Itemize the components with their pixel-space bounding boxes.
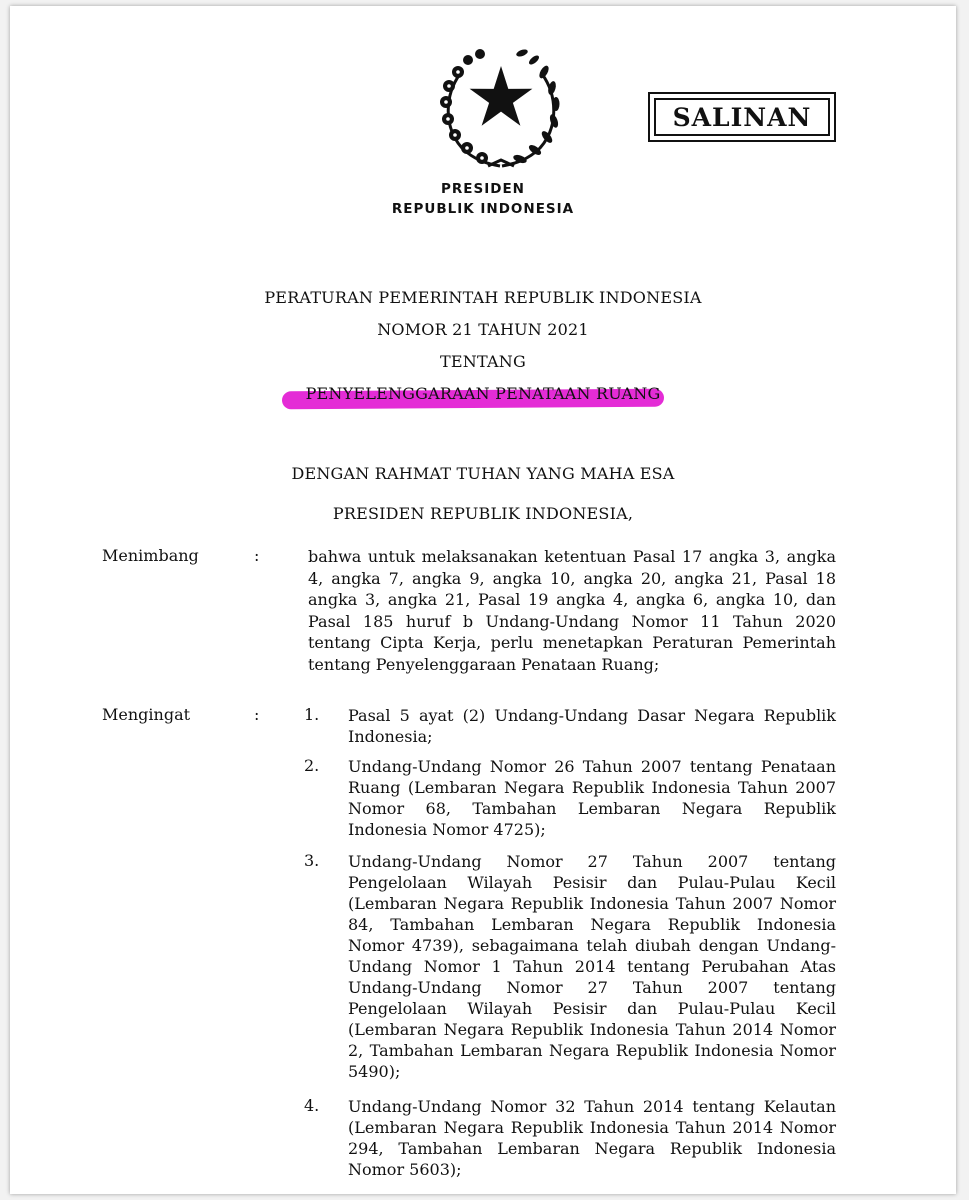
list-item-number: 3.: [304, 851, 320, 870]
list-item-text: Undang-Undang Nomor 26 Tahun 2007 tentang Penataan Ruang (Lembaran Negara Republik Indonesia Tahun 2007 Nomor 68, Tambahan Lembaran Negara Republik Indonesia Nomor 4725);: [348, 757, 836, 839]
document-page: [10, 6, 956, 1194]
regulation-subject: PENYELENGGARAAN PENATAAN RUANG: [305, 384, 661, 403]
regulation-title: PERATURAN PEMERINTAH REPUBLIK INDONESIA: [264, 288, 702, 307]
preamble-line: DENGAN RAHMAT TUHAN YANG MAHA ESA: [291, 464, 675, 483]
list-item-text: Pasal 5 ayat (2) Undang-Undang Dasar Negara Republik Indonesia;: [348, 706, 836, 746]
menimbang-text: bahwa untuk melaksanakan ketentuan Pasal 17 angka 3, angka 4, angka 7, angka 9, angka 10, angka 20, angka 21, Pasal 18 angka 3, angka 21, Pasal 19 angka 4, angka 6, angka 10, dan Pasal 185 huruf b Undang-Undang Nomor 11 Tahun 2020 tentang Cipta Kerja, perlu menetapkan Peraturan Pemerintah tentang Penyelenggaraan Penataan Ruang;: [308, 547, 836, 674]
republic-label: REPUBLIK INDONESIA: [391, 201, 575, 217]
garuda-star-wreath-emblem-icon: [438, 44, 564, 172]
president-declaration: PRESIDEN REPUBLIK INDONESIA,: [332, 504, 634, 523]
list-item-text: Undang-Undang Nomor 32 Tahun 2014 tentang Kelautan (Lembaran Negara Republik Indonesia Tahun 2014 Nomor 294, Tambahan Lembaran Negara Republik Indonesia Nomor 5603);: [348, 1097, 836, 1179]
mengingat-label: Mengingat: [102, 705, 191, 724]
menimbang-label: Menimbang: [102, 546, 199, 565]
list-item-number: 4.: [304, 1096, 320, 1115]
regulation-number: NOMOR 21 TAHUN 2021: [377, 320, 589, 339]
regulation-tentang: TENTANG: [440, 352, 526, 371]
list-item-text: Undang-Undang Nomor 27 Tahun 2007 tentang Pengelolaan Wilayah Pesisir dan Pulau-Pulau Kecil (Lembaran Negara Republik Indonesia Tahun 2007 Nomor 84, Tambahan Lembaran Negara Republik Indonesia Nomor 4739), sebagaimana telah diubah dengan Undang-Undang Nomor 1 Tahun 2014 tentang Perubahan Atas Undang-Undang Nomor 27 Tahun 2007 tentang Pengelolaan Wilayah Pesisir dan Pulau-Pulau Kecil (Lembaran Negara Republik Indonesia Tahun 2014 Nomor 2, Tambahan Lembaran Negara Republik Indonesia Nomor 5490);: [348, 852, 836, 1081]
menimbang-colon: :: [254, 546, 260, 565]
mengingat-colon: :: [254, 705, 260, 724]
list-item-number: 1.: [304, 705, 320, 724]
president-label: PRESIDEN: [441, 181, 525, 197]
stamp-text: SALINAN: [654, 98, 830, 136]
list-item-number: 2.: [304, 756, 320, 775]
salinan-stamp: [648, 92, 836, 142]
